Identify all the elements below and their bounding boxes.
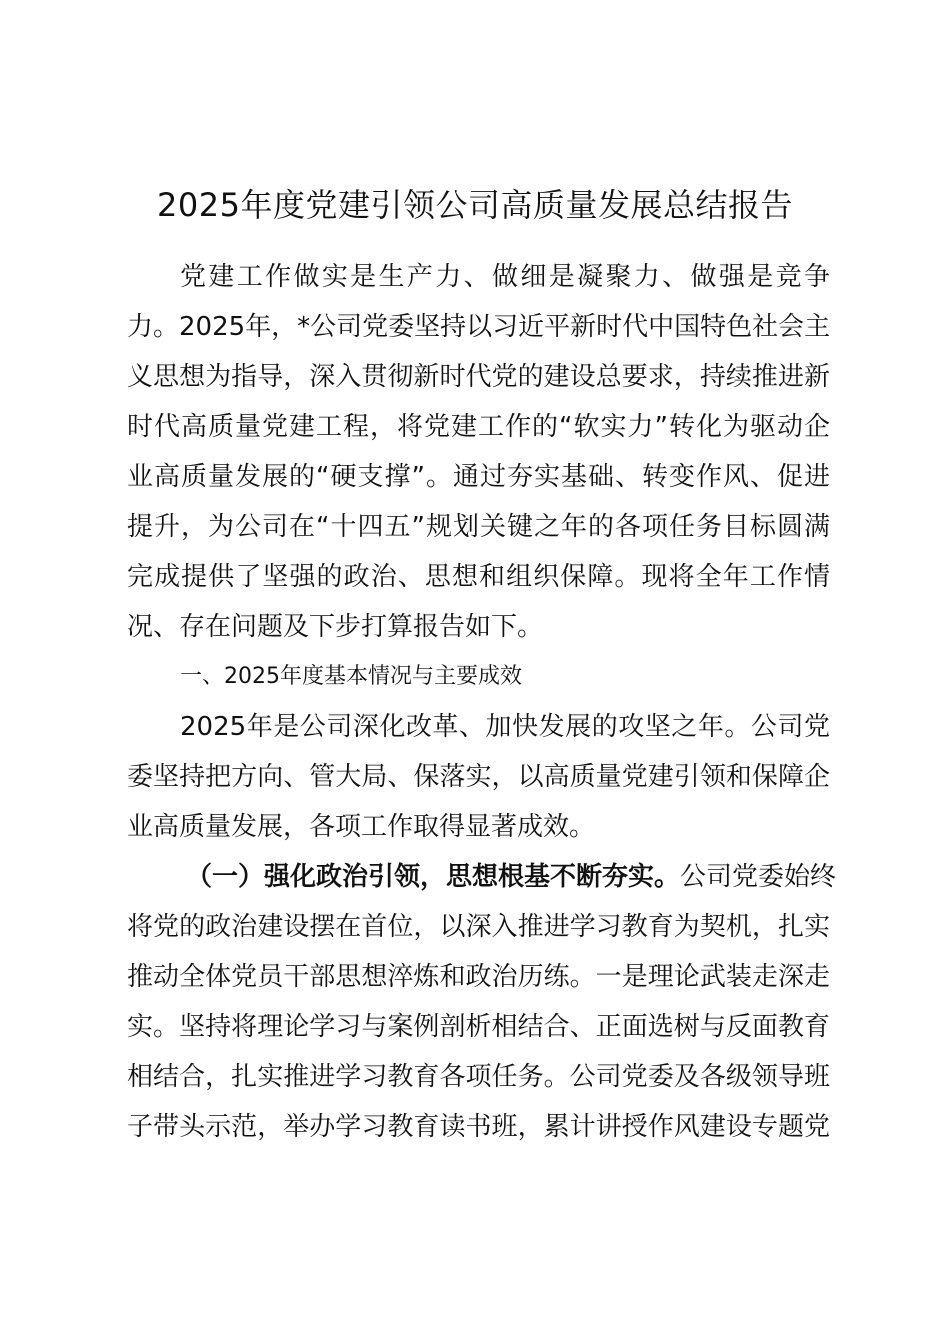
text-line: 况、存在问题及下步打算报告如下。: [127, 612, 544, 642]
subsection-heading: （一）强化政治引领，思想根基不断夯实。: [186, 862, 681, 892]
text-line: 时代高质量党建工程，将党建工作的“软实力”转化为驱动企: [127, 412, 830, 442]
text-line: 提升，为公司在“十四五”规划关键之年的各项任务目标圆满: [127, 512, 830, 542]
text-line: 义思想为指导，深入贯彻新时代党的建设总要求，持续推进新: [127, 362, 830, 392]
text-line: 业高质量发展的“硬支撑”。通过夯实基础、转变作风、促进: [127, 462, 830, 492]
section-heading: 一、2025年度基本情况与主要成效: [180, 664, 522, 689]
text-line: 子带头示范，举办学习教育读书班，累计讲授作风建设专题党: [127, 1112, 830, 1142]
text-line: 党建工作做实是生产力、做细是凝聚力、做强是竞争: [180, 262, 830, 292]
text-line: [186, 852, 837, 902]
text-line: 相结合，扎实推进学习教育各项任务。公司党委及各级领导班: [127, 1062, 830, 1092]
document-title: 2025年度党建引领公司高质量发展总结报告: [157, 186, 793, 224]
text-line: 实。坚持将理论学习与案例剖析相结合、正面选树与反面教育: [127, 1012, 830, 1042]
text-line: 2025年是公司深化改革、加快发展的攻坚之年。公司党: [180, 712, 830, 742]
text-line: 完成提供了坚强的政治、思想和组织保障。现将全年工作情: [127, 562, 830, 592]
text-line: 将党的政治建设摆在首位，以深入推进学习教育为契机，扎实: [127, 912, 830, 942]
text-line: 推动全体党员干部思想淬炼和政治历练。一是理论武装走深走: [127, 962, 830, 992]
text-run: 公司党委始终: [680, 862, 837, 892]
text-line: 业高质量发展，各项工作取得显著成效。: [127, 812, 596, 842]
text-line: 力。2025年，*公司党委坚持以习近平新时代中国特色社会主: [127, 312, 831, 342]
text-line: 委坚持把方向、管大局、保落实，以高质量党建引领和保障企: [127, 762, 830, 792]
